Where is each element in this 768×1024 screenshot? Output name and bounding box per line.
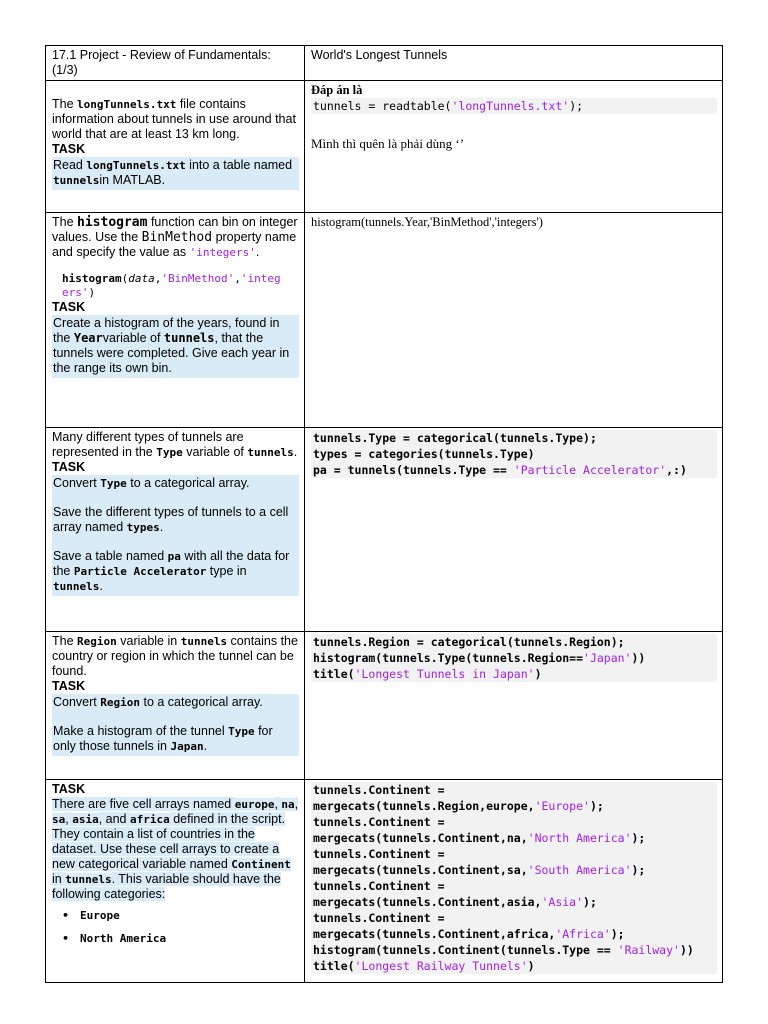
- table-row: [46, 428, 723, 632]
- code-term: Region: [100, 696, 140, 709]
- code-term: tunnels: [53, 580, 100, 593]
- code-term: europe: [234, 798, 275, 811]
- instructions-cell: [46, 780, 305, 983]
- header-right: World's Longest Tunnels: [305, 46, 723, 81]
- code-line: tunnels.Continent =: [313, 783, 445, 797]
- task-label: TASK: [52, 679, 86, 693]
- code-term: tunnels: [247, 446, 294, 459]
- code-term: Japan: [170, 740, 204, 753]
- string-literal: 'integers': [189, 246, 256, 259]
- instructions-cell: [46, 428, 305, 632]
- list-item: • North America: [62, 931, 299, 946]
- code-line: mergecats(tunnels.Continent,sa,'South America');: [313, 863, 646, 877]
- code-line: mergecats(tunnels.Continent,africa,'Africa');: [313, 927, 625, 941]
- code-term: longTunnels.txt: [86, 159, 186, 172]
- instructions-cell: [46, 213, 305, 428]
- task-label: TASK: [52, 782, 86, 796]
- answer-cell: [305, 213, 723, 428]
- answer-cell: [305, 780, 723, 983]
- answer-cell: [305, 632, 723, 780]
- answer-heading: Đáp án là: [311, 83, 363, 97]
- code-line: tunnels.Continent =: [313, 815, 445, 829]
- table-row: [46, 213, 723, 428]
- table-header-row: [46, 46, 723, 81]
- document-sheet: [45, 45, 722, 983]
- table-row: [46, 81, 723, 213]
- code-term: Type: [228, 725, 255, 738]
- code-block: [311, 782, 717, 974]
- exercise-table: [45, 45, 723, 983]
- intro-text: The longTunnels.txt file contains information about tunnels in use around that world that are at least 13 km long.: [52, 97, 296, 141]
- code-term: tunnels: [180, 635, 228, 648]
- code-line: tunnels.Continent =: [313, 879, 445, 893]
- answer-cell: [305, 81, 723, 213]
- code-term: Region: [77, 635, 117, 648]
- code-line: mergecats(tunnels.Region,europe,'Europe');: [313, 799, 604, 813]
- code-block: tunnels = readtable('longTunnels.txt');: [311, 98, 717, 114]
- table-row: [46, 632, 723, 780]
- code-term: tunnels: [65, 873, 112, 886]
- task-box: Convert Type to a categorical array. Save the different types of tunnels to a cell array named types. Save a table named pa with all the data for the Particle Accelerator type in tunnels.: [52, 475, 299, 596]
- code-term: na: [281, 798, 295, 811]
- syntax-example: histogram(data,'BinMethod','integ ers'): [62, 272, 281, 299]
- code-block: tunnels.Type = categorical(tunnels.Type); types = categories(tunnels.Type) pa = tunnels(tunnels.Type == 'Particle Accelerator',:): [311, 430, 717, 478]
- code-line: tunnels.Continent =: [313, 911, 445, 925]
- task-label: TASK: [52, 460, 86, 474]
- task-label: TASK: [52, 142, 86, 156]
- code-term: Particle Accelerator: [73, 565, 207, 578]
- answer-code: histogram(tunnels.Year,'BinMethod','integers'): [311, 215, 543, 229]
- list-item: • Europe: [62, 908, 299, 923]
- code-line: tunnels.Continent =: [313, 847, 445, 861]
- code-term: Year: [73, 331, 103, 345]
- code-term: tunnels: [163, 331, 215, 345]
- code-line: mergecats(tunnels.Continent,asia,'Asia');: [313, 895, 597, 909]
- code-line: mergecats(tunnels.Continent,na,'North America');: [313, 831, 646, 845]
- code-term: tunnels: [53, 174, 100, 187]
- intro-text: The Region variable in tunnels contains the country or region in which the tunnel can be found.: [52, 634, 298, 678]
- task-box: Create a histogram of the years, found in the Yearvariable of tunnels, that the tunnels were completed. Give each year in the range its own bin.: [52, 315, 299, 378]
- code-term: asia: [72, 813, 99, 826]
- code-term: histogram: [77, 215, 148, 230]
- code-term: Continent: [231, 858, 291, 871]
- task-label: TASK: [52, 300, 86, 314]
- intro-text: Many different types of tunnels are represented in the Type variable of tunnels.: [52, 430, 298, 459]
- note-text: Mình thì quên là phải dùng ‘’: [311, 136, 465, 151]
- code-line: histogram(tunnels.Continent(tunnels.Type == 'Railway')): [313, 943, 694, 957]
- code-term: types: [126, 521, 160, 534]
- table-row: [46, 780, 723, 983]
- instructions-cell: [46, 81, 305, 213]
- code-block: tunnels.Region = categorical(tunnels.Region); histogram(tunnels.Type(tunnels.Region=='Japan')) title('Longest Tunnels in Japan'): [311, 634, 717, 682]
- code-term: BinMethod: [141, 230, 213, 245]
- task-box: Convert Region to a categorical array. Make a histogram of the tunnel Type for only those tunnels in Japan.: [52, 694, 299, 756]
- task-text: There are five cell arrays named europe, na, sa, asia, and africa defined in the script. They contain a list of countries in the dataset. Use these cell arrays to create a new categorical variable named Continent in tunnels. This variable should have the following categories:: [52, 797, 299, 901]
- code-term: Type: [156, 446, 183, 459]
- code-term: pa: [167, 550, 181, 563]
- header-left: 17.1 Project - Review of Fundamentals: (1/3): [46, 46, 305, 81]
- instructions-cell: [46, 632, 305, 780]
- code-line: title('Longest Railway Tunnels'): [313, 959, 535, 973]
- code-term: Type: [100, 477, 127, 490]
- code-term: sa: [52, 813, 66, 826]
- code-term: longTunnels.txt: [77, 98, 177, 111]
- category-list: [52, 908, 299, 946]
- task-box: Read longTunnels.txt into a table named tunnelsin MATLAB.: [52, 157, 299, 190]
- answer-cell: [305, 428, 723, 632]
- intro-text: The histogram function can bin on integer values. Use the BinMethod property name and specify the value as 'integers'.: [52, 215, 298, 259]
- code-term: africa: [129, 813, 170, 826]
